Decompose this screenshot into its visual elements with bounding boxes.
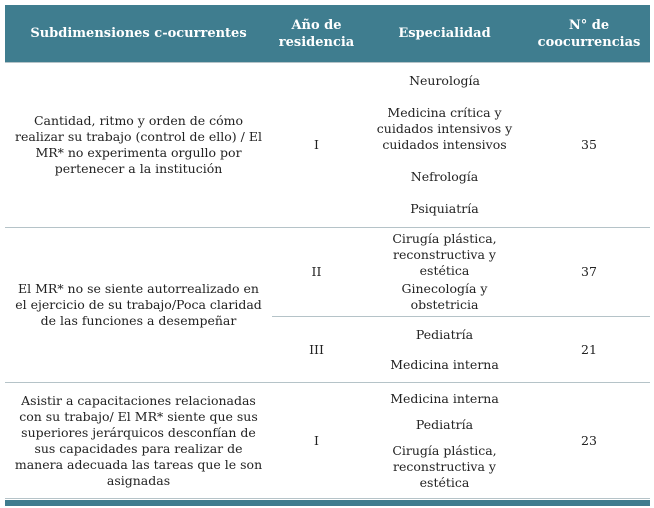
- specialty-item: Medicina interna: [390, 356, 499, 372]
- header-specialty: Especialidad: [361, 5, 528, 63]
- specialty-item: Cirugía plástica, reconstructiva y estética: [392, 442, 497, 490]
- specialty-item: Pediatría: [415, 326, 474, 342]
- table-row: [5, 228, 650, 317]
- specialty-list: [367, 386, 522, 496]
- year-cell: I: [272, 63, 361, 228]
- header-count: N° de coocurrencias: [528, 5, 650, 63]
- specialty-list: [367, 65, 522, 225]
- specialty-item: Pediatría: [415, 416, 474, 432]
- specialty-cell: [361, 383, 528, 499]
- specialty-item: Nefrología: [410, 169, 479, 184]
- count-cell: 23: [528, 383, 650, 499]
- specialty-list: [367, 320, 522, 380]
- subdim-cell: El MR* no se siente autorrealizado en el ejercicio de su trabajo/Poca claridad de las funciones a desempeñar: [5, 228, 272, 383]
- specialty-cell: [361, 228, 528, 317]
- year-cell: I: [272, 383, 361, 499]
- subdim-cell: Cantidad, ritmo y orden de cómo realizar su trabajo (control de ello) / El MR* no experimenta orgullo por pertenecer a la institución: [5, 63, 272, 228]
- header-year: Año de residencia: [272, 5, 361, 63]
- table-row: [5, 63, 650, 228]
- header-subdim: Subdimensiones c-ocurrentes: [5, 5, 272, 63]
- year-cell: III: [272, 317, 361, 383]
- table-bottom-rule: [5, 500, 650, 506]
- count-cell: 21: [528, 317, 650, 383]
- specialty-cell: [361, 317, 528, 383]
- count-cell: 37: [528, 228, 650, 317]
- table-row: [5, 383, 650, 499]
- specialty-cell: [361, 63, 528, 228]
- cooccurrence-table: [5, 5, 650, 499]
- count-cell: 35: [528, 63, 650, 228]
- specialty-item: Cirugía plástica, reconstructiva y estética: [392, 231, 497, 278]
- header-row: [5, 5, 650, 63]
- specialty-item: Medicina interna: [390, 390, 499, 406]
- specialty-item: Psiquiatría: [410, 201, 479, 216]
- specialty-item: Ginecología y obstetricia: [401, 281, 488, 312]
- subdim-cell: Asistir a capacitaciones relacionadas con su trabajo/ El MR* siente que sus superiores jerárquicos desconfían de sus capacidades para realizar de manera adecuada las tareas que le son asignadas: [5, 383, 272, 499]
- specialty-item: Neurología: [409, 73, 480, 88]
- year-cell: II: [272, 228, 361, 317]
- specialty-list: [367, 230, 522, 314]
- specialty-item: Medicina crítica y cuidados intensivos y cuidados intensivos: [376, 105, 513, 152]
